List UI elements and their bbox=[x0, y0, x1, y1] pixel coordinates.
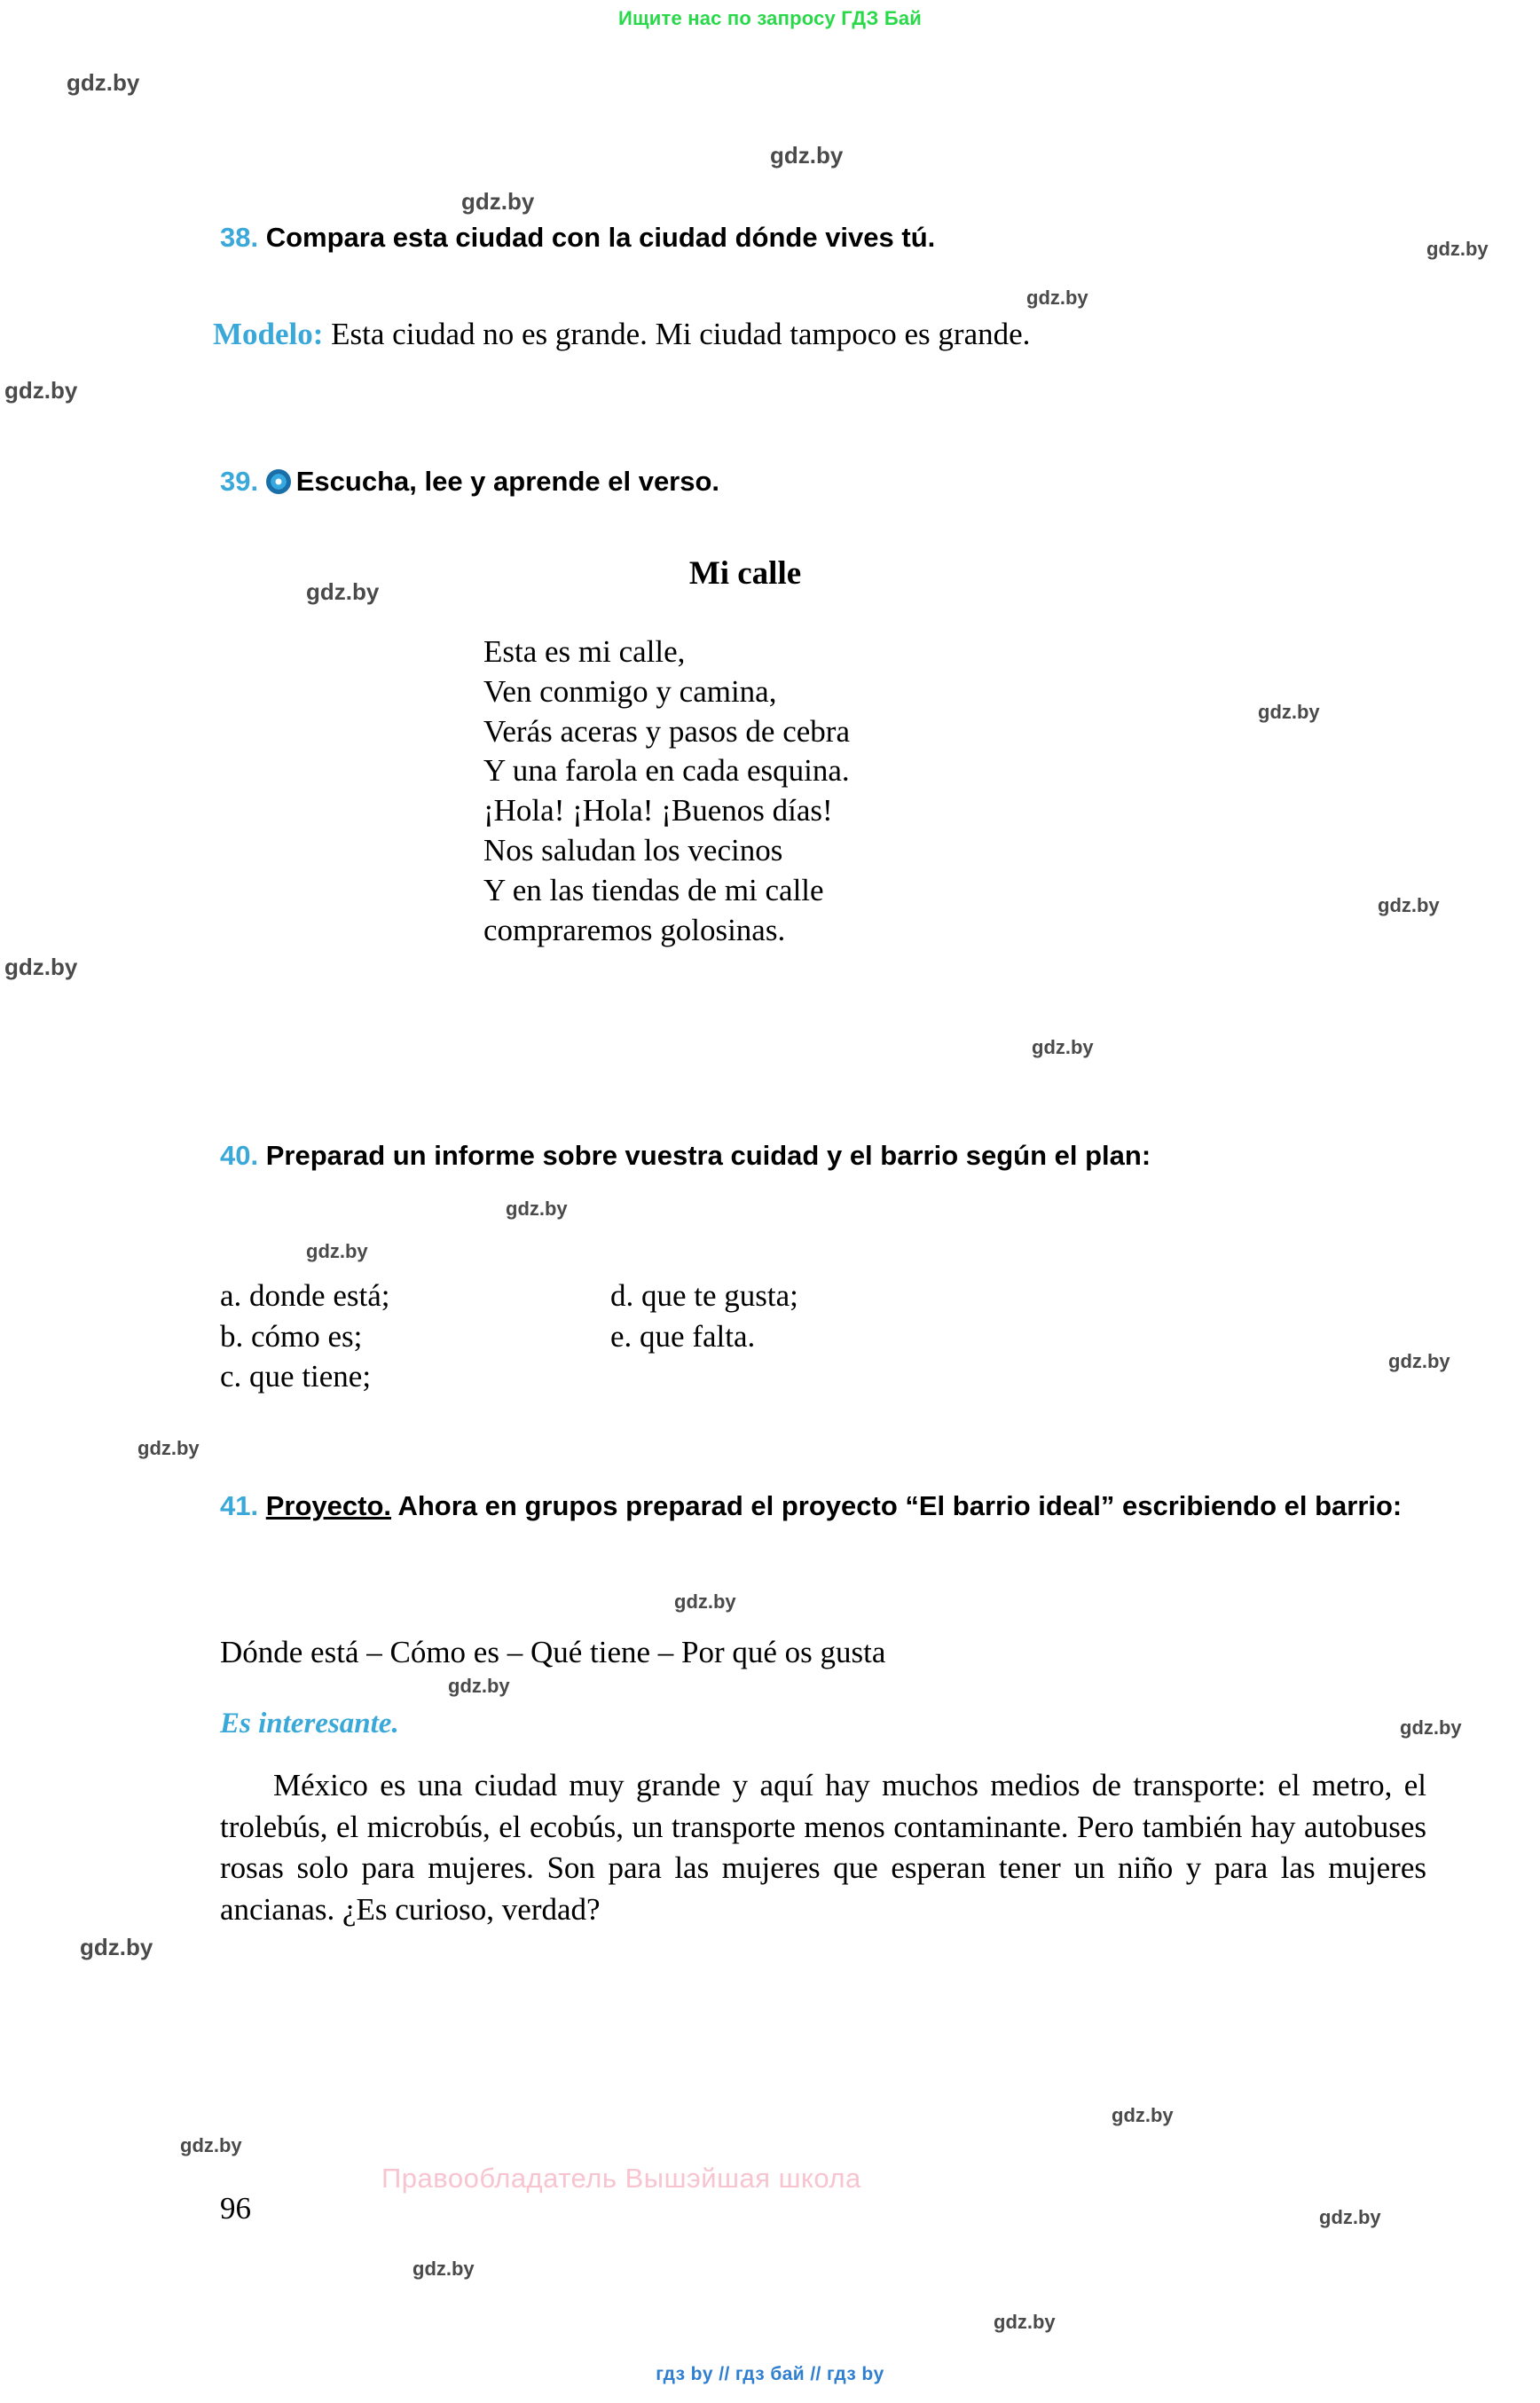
list-item: a. donde está; bbox=[220, 1278, 390, 1313]
poem-line: Y en las tiendas de mi calle bbox=[483, 872, 824, 907]
exercise-38-heading bbox=[220, 222, 1426, 255]
es-interesante-heading: Es interesante. bbox=[220, 1708, 399, 1739]
exercise-40-number: 40. bbox=[220, 1140, 259, 1171]
poem-body bbox=[483, 632, 850, 950]
audio-cd-icon bbox=[266, 469, 291, 494]
watermark: gdz.by bbox=[1319, 2206, 1381, 2228]
watermark: gdz.by bbox=[1112, 2104, 1174, 2126]
page-number: 96 bbox=[220, 2191, 251, 2226]
exercise-40-plan-list bbox=[220, 1276, 1285, 1397]
watermark: gdz.by bbox=[4, 377, 78, 404]
exercise-40-title: Preparad un informe sobre vuestra cuidad y el barrio según el plan: bbox=[265, 1140, 1151, 1171]
watermark: gdz.by bbox=[80, 1934, 153, 1960]
poem-line: Y una farola en cada esquina. bbox=[483, 753, 850, 789]
watermark: gdz.by bbox=[1388, 1350, 1450, 1372]
plan-list-column-1 bbox=[220, 1276, 610, 1397]
watermark: gdz.by bbox=[770, 142, 844, 169]
es-interesante-text: México es una ciudad muy grande y aquí hay muchos medios de transporte: el metro, el trolebús, el microbús, el ecobús, un transporte menos contaminante. Pero también hay autobuses rosas solo para mujeres. Son para las mujeres que esperan tener un niño y para las mujeres ancianas. ¿Es curioso, verdad? bbox=[220, 1768, 1426, 1927]
watermark: gdz.by bbox=[180, 2134, 242, 2156]
exercise-38-number: 38. bbox=[220, 222, 259, 253]
poem-line: Ven conmigo y camina, bbox=[483, 673, 777, 709]
list-item: d. que te gusta; bbox=[610, 1278, 798, 1313]
watermark: gdz.by bbox=[461, 188, 535, 215]
watermark: gdz.by bbox=[1032, 1036, 1094, 1058]
watermark: gdz.by bbox=[1400, 1716, 1462, 1739]
poem-title: Mi calle bbox=[688, 555, 802, 592]
watermark: gdz.by bbox=[138, 1437, 200, 1459]
watermark: gdz.by bbox=[448, 1675, 510, 1697]
poem-line: Nos saludan los vecinos bbox=[483, 832, 783, 868]
exercise-41-number: 41. bbox=[220, 1490, 259, 1521]
exercise-38-title: Compara esta ciudad con la ciudad dónde vives tú. bbox=[265, 222, 936, 253]
plan-list-column-2 bbox=[610, 1276, 798, 1356]
list-item: c. que tiene; bbox=[220, 1359, 372, 1394]
watermark: gdz.by bbox=[4, 954, 78, 980]
watermark: gdz.by bbox=[1026, 287, 1088, 309]
exercise-38-modelo bbox=[213, 315, 1455, 355]
exercise-39-heading bbox=[220, 466, 1373, 499]
exercise-39-number: 39. bbox=[220, 466, 259, 497]
poem-line: ¡Hola! ¡Hola! ¡Buenos días! bbox=[483, 793, 833, 828]
poem-line: compraremos golosinas. bbox=[483, 912, 786, 947]
watermark: gdz.by bbox=[994, 2311, 1056, 2333]
copyright-notice: Правообладатель Вышэйшая школа bbox=[381, 2163, 861, 2194]
watermark: gdz.by bbox=[1258, 701, 1320, 723]
exercise-41-label: Proyecto. bbox=[265, 1490, 392, 1521]
modelo-text: Esta ciudad no es grande. Mi ciudad tampoco es grande. bbox=[331, 317, 1031, 351]
exercise-40-heading bbox=[220, 1140, 1462, 1173]
exercise-41-heading bbox=[220, 1490, 1480, 1523]
modelo-label: Modelo: bbox=[213, 317, 324, 351]
list-item: b. cómo es; bbox=[220, 1318, 363, 1354]
exercise-41-title: Ahora en grupos preparad el proyecto “El barrio ideal” escribiendo el barrio: bbox=[397, 1490, 1402, 1521]
watermark: gdz.by bbox=[412, 2258, 475, 2280]
watermark: gdz.by bbox=[306, 578, 380, 605]
poem-line: Verás aceras y pasos de cebra bbox=[483, 713, 850, 749]
exercise-39-title: Escucha, lee y aprende el verso. bbox=[295, 466, 720, 497]
bottom-promo-banner: гдз by // гдз бай // гдз by bbox=[656, 2364, 884, 2384]
watermark: gdz.by bbox=[674, 1590, 736, 1613]
watermark: gdz.by bbox=[67, 69, 140, 96]
exercise-41-prompt-line: Dónde está – Cómo es – Qué tiene – Por qué os gusta bbox=[220, 1635, 886, 1669]
watermark: gdz.by bbox=[1378, 894, 1440, 916]
watermark: gdz.by bbox=[306, 1240, 368, 1262]
watermark: gdz.by bbox=[506, 1198, 568, 1220]
top-promo-banner: Ищите нас по запросу ГДЗ Бай bbox=[617, 7, 922, 29]
poem-line: Esta es mi calle, bbox=[483, 634, 686, 669]
watermark: gdz.by bbox=[1426, 238, 1489, 260]
list-item: e. que falta. bbox=[610, 1318, 756, 1354]
